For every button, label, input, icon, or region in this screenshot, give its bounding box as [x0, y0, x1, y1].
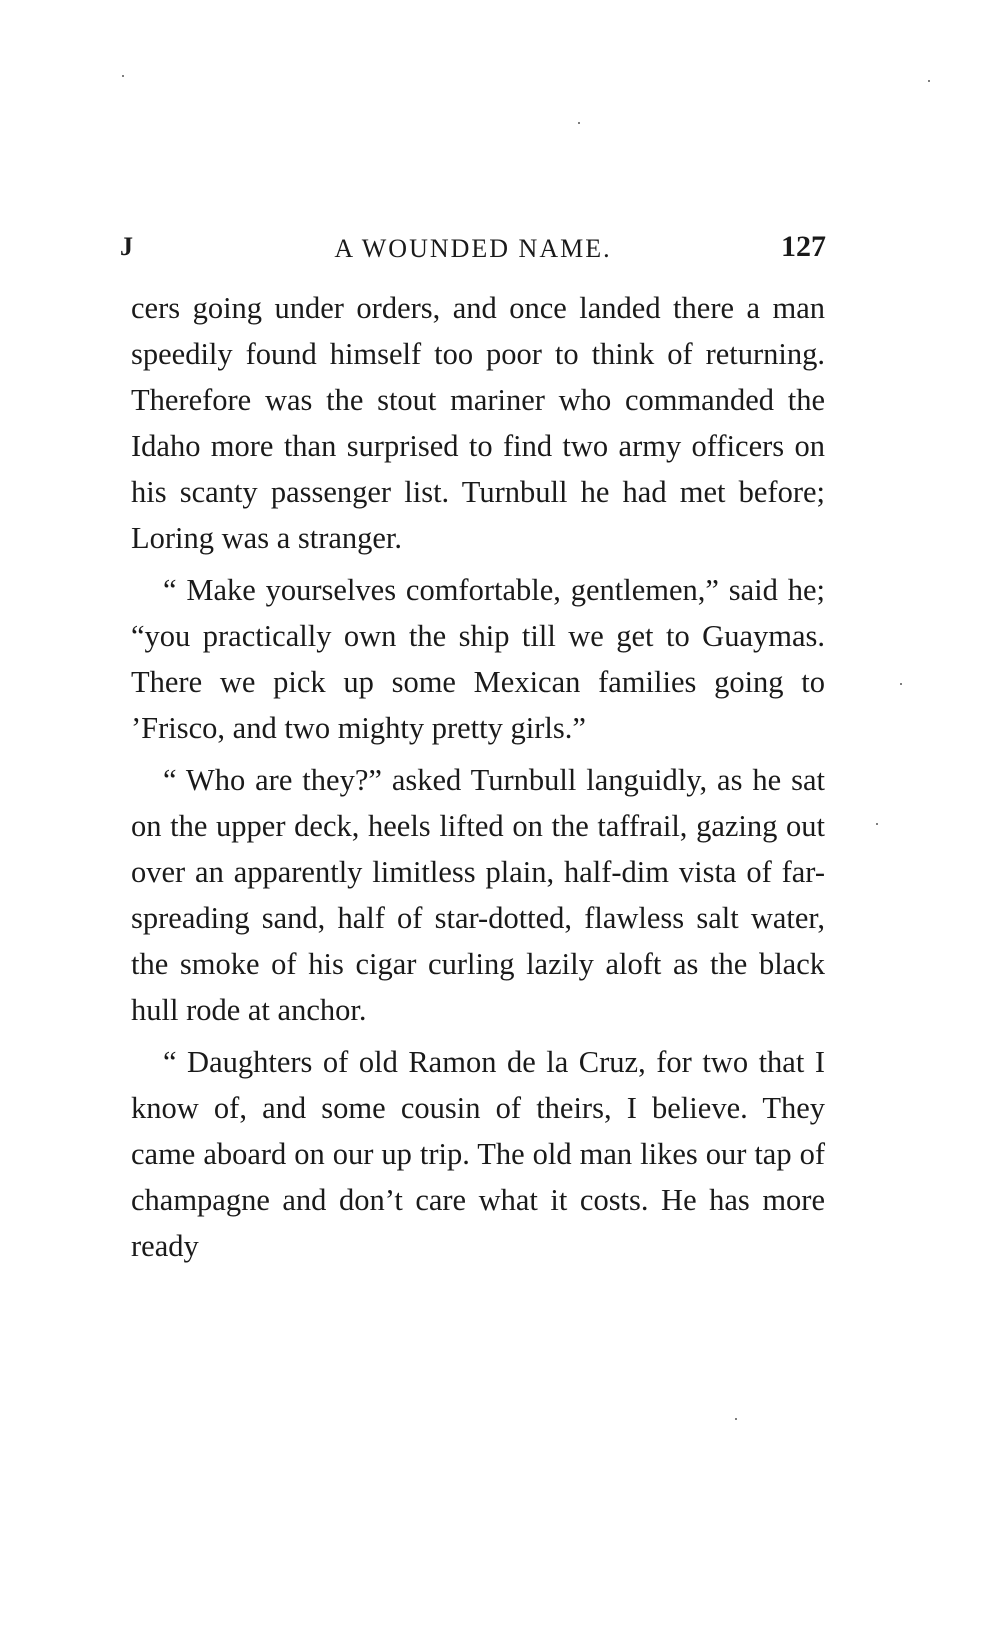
running-head: A WOUNDED NAME. — [334, 234, 612, 263]
paper-speck — [928, 80, 930, 82]
paragraph: cers going under orders, and once landed there a man speedily found himself too poor to think of returning. Therefore was the stout mariner who commanded the Idaho more than surprised to find two army officers on his scanty passenger list. Turnbull he had met before; Loring was a stranger. — [131, 291, 825, 555]
paper-speck — [735, 1418, 737, 1420]
paper-speck — [900, 683, 902, 685]
paper-speck — [876, 823, 878, 825]
paper-speck — [122, 75, 124, 77]
body-text — [131, 285, 825, 1275]
paragraph: “ Who are they?” asked Turnbull languidly, as he sat on the upper deck, heels lifted on the taffrail, gazing out over an apparently limitless plain, half-dim vista of far-spreading sand, half of star-dotted, flawless salt water, the smoke of his cigar curling lazily aloft as the black hull rode at anchor. — [131, 763, 825, 1027]
paragraph: “ Make yourselves comfortable, gentlemen,” said he; “you practically own the ship till we get to Guaymas. There we pick up some Mexican families going to ’Frisco, and two mighty pretty girls.” — [131, 573, 825, 745]
page-number: 127 — [781, 230, 826, 263]
paragraph: “ Daughters of old Ramon de la Cruz, for two that I know of, and some cousin of theirs, I believe. They came aboard on our up trip. The old man likes our tap of champagne and don’t care what it costs. He has more ready — [131, 1045, 825, 1263]
paper-speck — [578, 122, 580, 124]
signature-mark: J — [120, 232, 133, 261]
page-header — [120, 228, 826, 268]
